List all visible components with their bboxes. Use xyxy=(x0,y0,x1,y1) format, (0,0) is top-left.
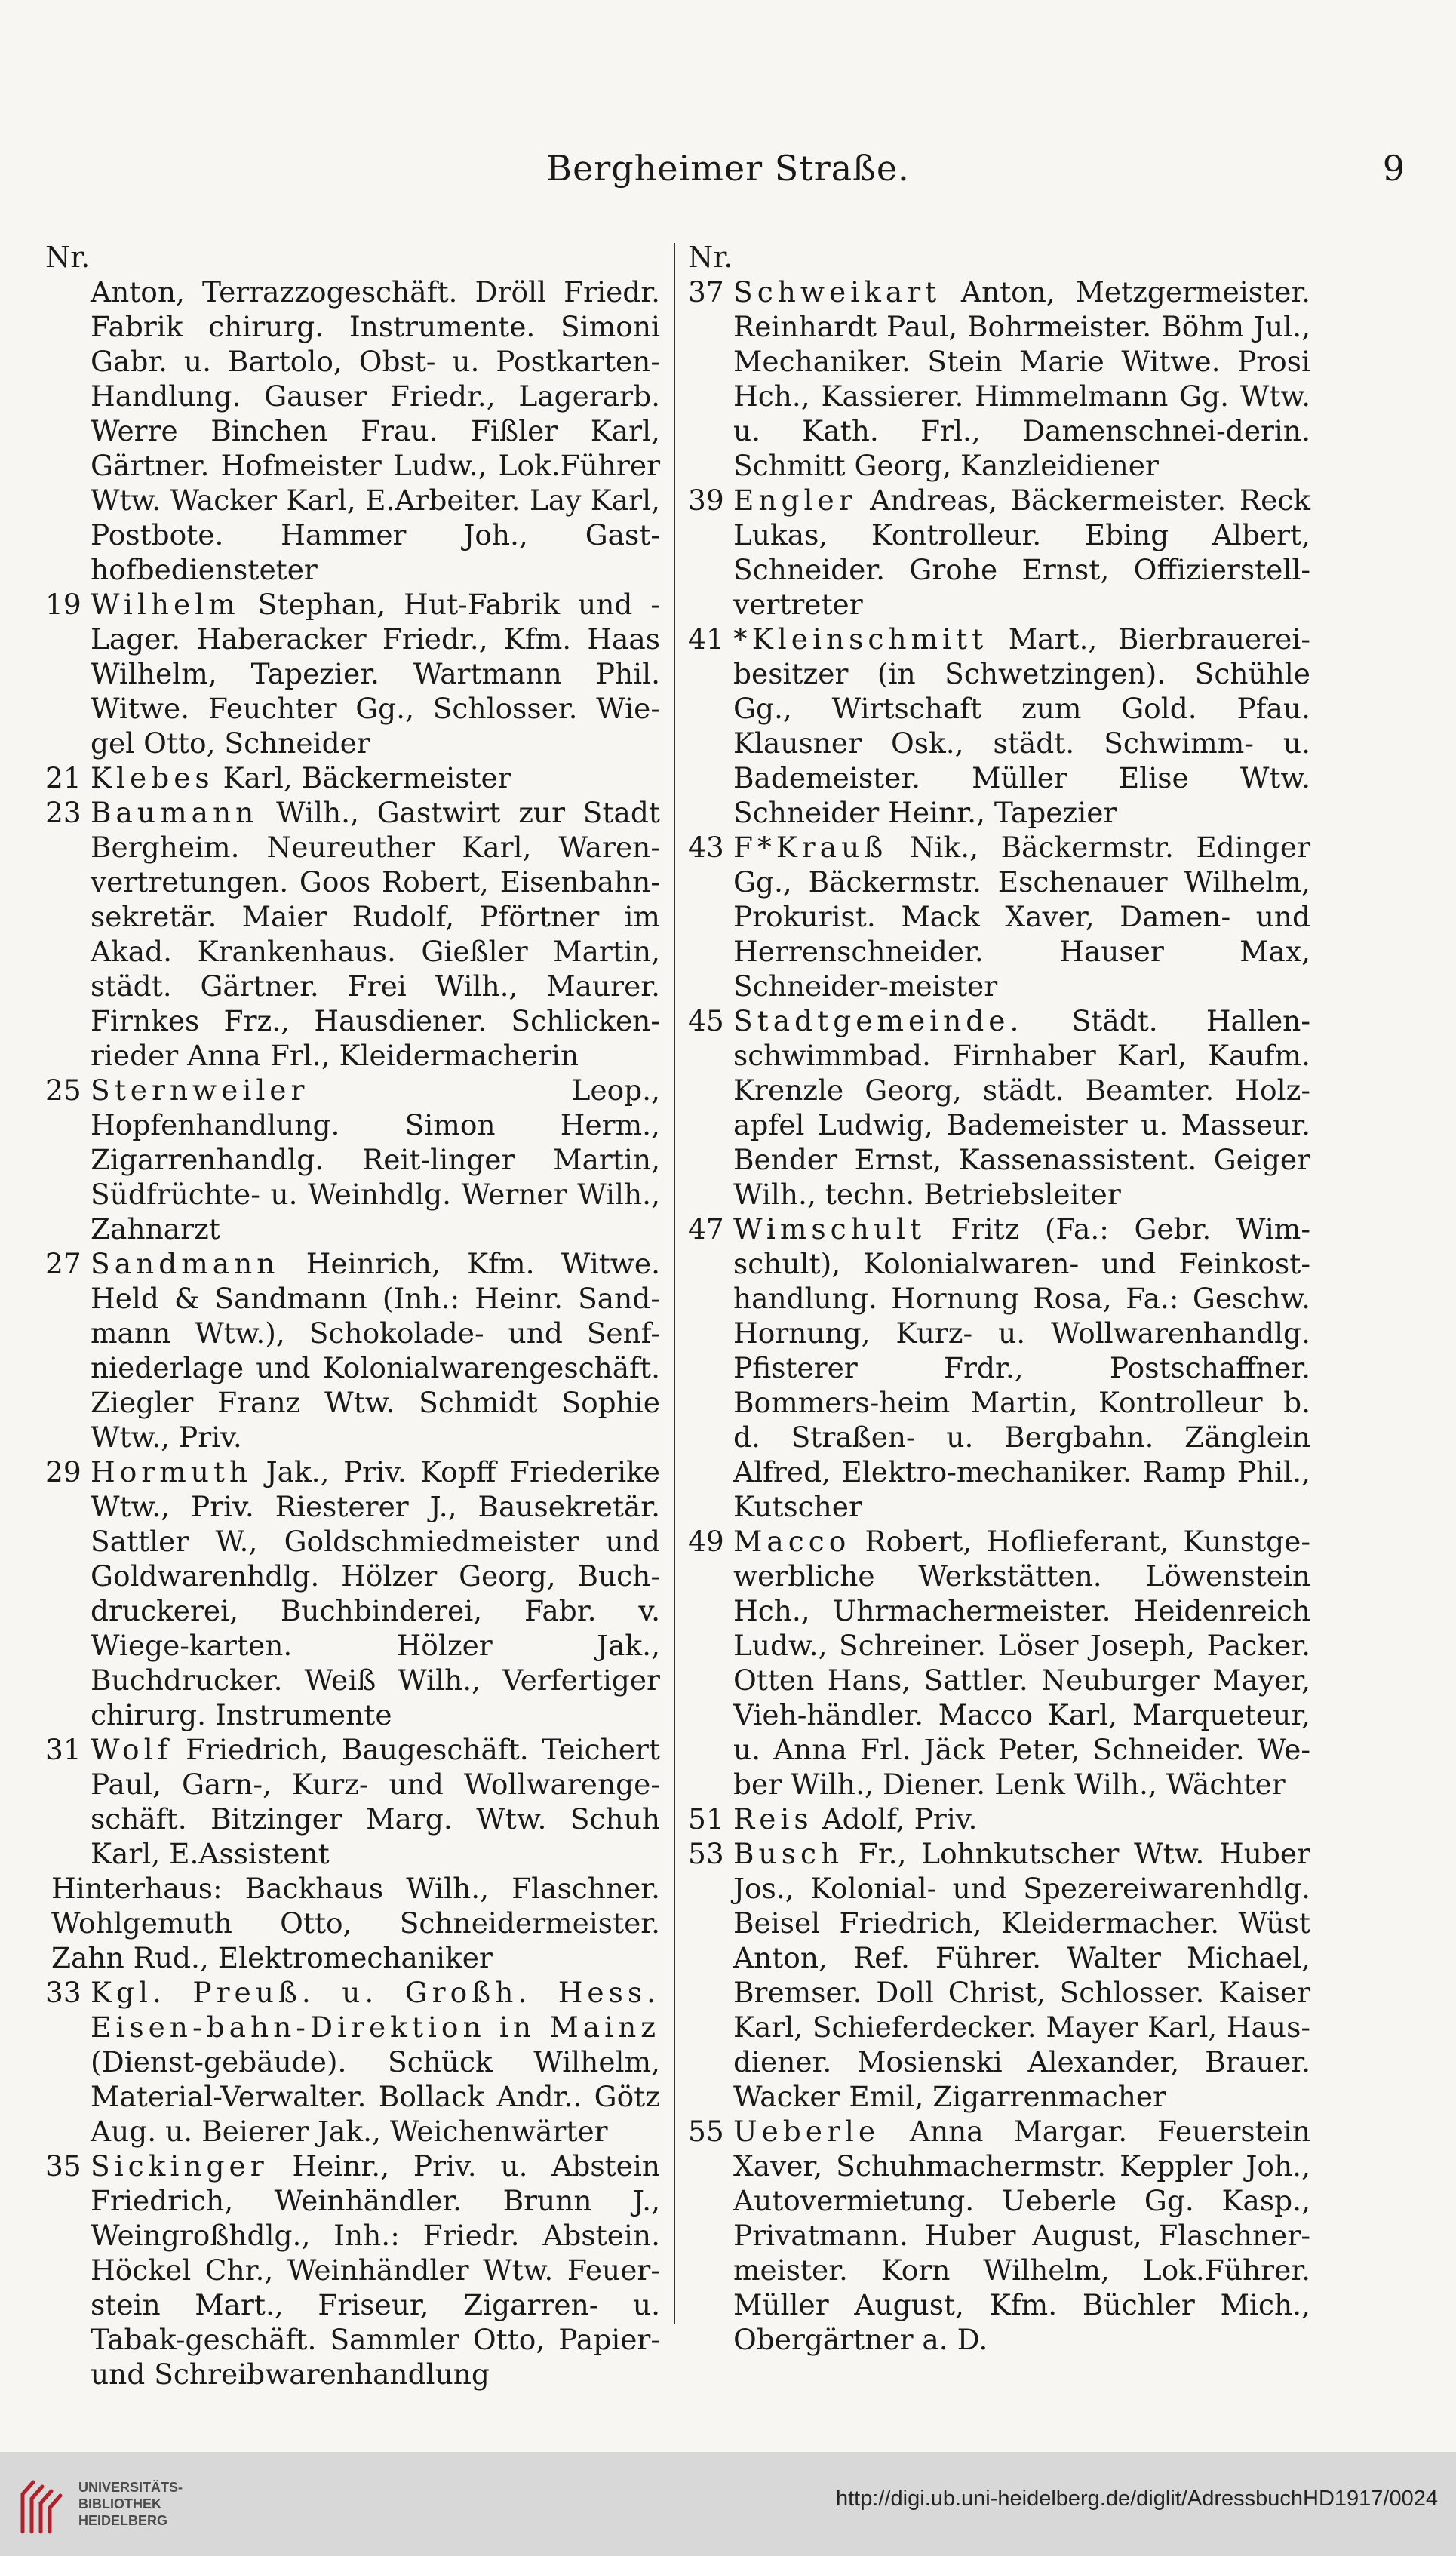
house-number: 19 xyxy=(45,588,81,621)
university-library-logo-icon xyxy=(15,2472,66,2536)
address-entry xyxy=(45,1455,660,1732)
address-entry xyxy=(688,622,1310,830)
entry-text xyxy=(91,1246,660,1455)
residents-text: Friedrich, Baugeschäft. Teichert Paul, Garn-, Kurz- und Wollwarenge-schäft. Bitzinger Marg. Wtw. Schuh Karl, E.Assistent xyxy=(91,1733,660,1870)
residents-text: Karl, Bäckermeister xyxy=(213,761,511,794)
entry-text xyxy=(733,1802,1310,1836)
owner-name: Stadtgemeinde. xyxy=(733,1004,1024,1037)
owner-name: Sandmann xyxy=(91,1247,280,1280)
entry-text xyxy=(733,483,1310,622)
address-entry xyxy=(45,1246,660,1455)
residents-text: Jak., Priv. Kopff Friederike Wtw., Priv. Riesterer J., Bausekretär. Sattler W., Goldschmiedmeister und Goldwarenhdlg. Hölzer Georg, Buch-druckerei, Buchbinderei, Fabr. v. Wiege-karten. Hölzer Jak., Buchdrucker. Weiß Wilh., Verfertiger chirurg. Instrumente xyxy=(91,1455,660,1731)
address-entry xyxy=(45,275,660,587)
house-number: 43 xyxy=(688,831,724,864)
library-name-line: UNIVERSITÄTS- xyxy=(78,2480,183,2495)
house-number: 51 xyxy=(688,1802,724,1836)
address-entry xyxy=(45,1073,660,1246)
entry-text xyxy=(733,275,1310,483)
address-entry xyxy=(688,1212,1310,1524)
library-name-line: BIBLIOTHEK xyxy=(78,2496,161,2511)
owner-name: Ueberle xyxy=(733,2115,880,2148)
address-entry xyxy=(45,760,660,795)
owner-name: Engler xyxy=(733,484,857,517)
left-column xyxy=(45,240,660,2391)
house-number xyxy=(45,1871,51,1975)
address-entry xyxy=(45,1871,660,1975)
address-entry xyxy=(688,1836,1310,2114)
address-entry xyxy=(688,275,1310,483)
owner-name: Baumann xyxy=(91,796,259,829)
owner-name: Klebes xyxy=(91,761,214,794)
owner-name: Macco xyxy=(733,1525,851,1558)
entry-text xyxy=(91,1732,660,1871)
entry-text xyxy=(91,795,660,1073)
right-column xyxy=(688,240,1310,2356)
page-number: 9 xyxy=(1382,148,1405,189)
house-number: 33 xyxy=(45,1976,81,2009)
entry-text xyxy=(733,1836,1310,2114)
owner-name: Reis xyxy=(733,1802,813,1836)
owner-name: Wimschult xyxy=(733,1212,926,1246)
residents-text: Wilh., Gastwirt zur Stadt Bergheim. Neureuther Karl, Waren-vertretungen. Goos Robert, Eisenbahn-sekretär. Maier Rudolf, Pförtner im Akad. Krankenhaus. Gießler Martin, städt. Gärtner. Frei Wilh., Maurer. Firnkes Frz., Hausdiener. Schlicken-rieder Anna Frl., Kleidermacherin xyxy=(91,796,660,1072)
entry-text xyxy=(733,1003,1310,1212)
entry-text xyxy=(733,830,1310,1003)
house-number: 31 xyxy=(45,1733,81,1766)
house-number: 29 xyxy=(45,1455,81,1488)
house-number: 41 xyxy=(688,622,724,656)
address-entry xyxy=(45,587,660,760)
entry-text xyxy=(91,2149,660,2392)
viewer-footer xyxy=(0,2452,1456,2556)
address-entry xyxy=(688,1524,1310,1802)
entry-text xyxy=(91,760,660,795)
house-number: 45 xyxy=(688,1004,724,1037)
residents-text: Adolf, Priv. xyxy=(812,1802,978,1836)
residents-text: Heinr., Priv. u. Abstein Friedrich, Weinhändler. Brunn J., Weingroßhdlg., Inh.: Friedr. Abstein. Höckel Chr., Weinhändler Wtw. Feuer-stein Mart., Friseur, Zigarren- u. Tabak-geschäft. Sammler Otto, Papier- und Schreibwarenhandlung xyxy=(91,2149,660,2391)
source-url-link[interactable]: http://digi.ub.uni-heidelberg.de/diglit/AdressbuchHD1917/0024 xyxy=(835,2487,1438,2511)
owner-name: Sternweiler xyxy=(91,1074,309,1107)
library-name-line: HEIDELBERG xyxy=(78,2513,168,2528)
residents-text: Anna Margar. Feuerstein Xaver, Schuhmachermstr. Keppler Joh., Autovermietung. Ueberle Gg. Kasp., Privatmann. Huber August, Flaschner-meister. Korn Wilhelm, Lok.Führer. Müller August, Kfm. Büchler Mich., Obergärtner a. D. xyxy=(733,2115,1310,2356)
entry-text xyxy=(733,622,1310,830)
house-number: 27 xyxy=(45,1247,81,1280)
residents-text: Robert, Hoflieferant, Kunstge-werbliche Werkstätten. Löwenstein Hch., Uhrmachermeister. Heidenreich Ludw., Schreiner. Löser Joseph, Packer. Otten Hans, Sattler. Neuburger Mayer, Vieh-händler. Macco Karl, Marqueteur, u. Anna Frl. Jäck Peter, Schneider. We-ber Wilh., Diener. Lenk Wilh., Wächter xyxy=(733,1525,1310,1801)
residents-text: Hinterhaus: Backhaus Wilh., Flaschner. Wohlgemuth Otto, Schneidermeister. Zahn Rud., Elektromechaniker xyxy=(51,1872,660,1974)
residents-text: Mart., Bierbrauerei-besitzer (in Schwetzingen). Schühle Gg., Wirtschaft zum Gold. Pfau. Klausner Osk., städt. Schwimm- u. Bademeister. Müller Elise Wtw. Schneider Heinr., Tapezier xyxy=(733,622,1310,829)
library-name xyxy=(78,2479,183,2529)
entry-text xyxy=(91,1975,660,2149)
entry-text xyxy=(733,1524,1310,1802)
entry-text xyxy=(91,587,660,760)
nr-heading: Nr. xyxy=(45,241,91,274)
owner-name: Schweikart xyxy=(733,275,941,309)
column-divider xyxy=(674,243,675,2324)
house-number: 23 xyxy=(45,796,81,829)
house-number: 35 xyxy=(45,2149,81,2183)
residents-text: Stephan, Hut-Fabrik und -Lager. Haberacker Friedr., Kfm. Haas Wilhelm, Tapezier. Wartmann Phil. Witwe. Feuchter Gg., Schlosser. Wie-gel Otto, Schneider xyxy=(91,588,660,760)
residents-text: Nik., Bäckermstr. Edinger Gg., Bäckermstr. Eschenauer Wilhelm, Prokurist. Mack Xaver, Damen- und Herrenschneider. Hauser Max, Schneider-meister xyxy=(733,831,1310,1003)
residents-text: Heinrich, Kfm. Witwe. Held & Sandmann (Inh.: Heinr. Sand-mann Wtw.), Schokolade- und Senf-niederlage und Kolonialwarengeschäft. Ziegler Franz Wtw. Schmidt Sophie Wtw., Priv. xyxy=(91,1247,660,1454)
address-entry xyxy=(688,2114,1310,2357)
address-entry xyxy=(45,795,660,1073)
owner-name: Wilhelm xyxy=(91,588,240,621)
house-number: 21 xyxy=(45,761,81,794)
address-entry xyxy=(45,2149,660,2392)
residents-text: (Dienst-gebäude). Schück Wilhelm, Material-Verwalter. Bollack Andr.. Götz Aug. u. Beierer Jak., Weichenwärter xyxy=(91,2045,660,2148)
owner-name: F*Krauß xyxy=(733,831,888,864)
owner-name: Busch xyxy=(733,1837,844,1870)
house-number: 55 xyxy=(688,2115,724,2148)
address-entry xyxy=(45,1732,660,1871)
address-entry xyxy=(688,1802,1310,1836)
entry-text xyxy=(91,1073,660,1246)
residents-text: Anton, Terrazzogeschäft. Dröll Friedr. Fabrik chirurg. Instrumente. Simoni Gabr. u. Bartolo, Obst- u. Postkarten-Handlung. Gauser Friedr., Lagerarb. Werre Binchen Frau. Fißler Karl, Gärtner. Hofmeister Ludw., Lok.Führer Wtw. Wacker Karl, E.Arbeiter. Lay Karl, Postbote. Hammer Joh., Gast-hofbediensteter xyxy=(91,275,660,586)
owner-name: Wolf xyxy=(91,1733,173,1766)
address-entry xyxy=(688,830,1310,1003)
residents-text: Fritz (Fa.: Gebr. Wim-schult), Kolonialwaren- und Feinkost-handlung. Hornung Rosa, Fa.: Geschw. Hornung, Kurz- u. Wollwarenhandlg. Pfisterer Frdr., Postschaffner. Bommers-heim Martin, Kontrolleur b. d. Straßen- u. Bergbahn. Zänglein Alfred, Elektro-mechaniker. Ramp Phil., Kutscher xyxy=(733,1212,1310,1523)
address-entry xyxy=(688,1003,1310,1212)
house-number: 25 xyxy=(45,1074,81,1107)
address-entry xyxy=(45,1975,660,2149)
house-number: 53 xyxy=(688,1837,724,1870)
residents-text: Andreas, Bäckermeister. Reck Lukas, Kontrolleur. Ebing Albert, Schneider. Grohe Ernst, Offizierstell-vertreter xyxy=(733,484,1310,621)
owner-name: Hormuth xyxy=(91,1455,253,1488)
owner-name: Kgl. Preuß. u. Großh. Hess. Eisen-bahn-Direktion in Mainz xyxy=(91,1976,660,2044)
entry-text xyxy=(91,1455,660,1732)
house-number: 39 xyxy=(688,484,724,517)
residents-text: Fr., Lohnkutscher Wtw. Huber Jos., Kolonial- und Spezereiwarenhdlg. Beisel Friedrich, Kleidermacher. Wüst Anton, Ref. Führer. Walter Michael, Bremser. Doll Christ, Schlosser. Kaiser Karl, Schieferdecker. Mayer Karl, Haus-diener. Mosienski Alexander, Brauer. Wacker Emil, Zigarrenmacher xyxy=(733,1837,1310,2113)
entry-text xyxy=(733,2114,1310,2357)
residents-text: Leop., Hopfenhandlung. Simon Herm., Zigarrenhandlg. Reit-linger Martin, Südfrüchte- u. Weinhdlg. Werner Wilh., Zahnarzt xyxy=(91,1074,660,1246)
running-head-title: Bergheimer Straße. xyxy=(546,148,910,189)
entry-text xyxy=(91,275,660,587)
house-number: 49 xyxy=(688,1525,724,1558)
entry-text xyxy=(51,1871,660,1975)
residents-text: Anton, Metzgermeister. Reinhardt Paul, Bohrmeister. Böhm Jul., Mechaniker. Stein Marie Witwe. Prosi Hch., Kassierer. Himmelmann Gg. Wtw. u. Kath. Frl., Damenschnei-derin. Schmitt Georg, Kanzleidiener xyxy=(733,275,1310,482)
house-number: 47 xyxy=(688,1212,724,1246)
house-number xyxy=(45,275,91,587)
house-number: 37 xyxy=(688,275,724,309)
address-entry xyxy=(688,483,1310,622)
owner-name: Sickinger xyxy=(91,2149,269,2183)
nr-heading: Nr. xyxy=(688,241,733,274)
owner-name: *Kleinschmitt xyxy=(733,622,988,656)
residents-text: Städt. Hallen-schwimmbad. Firnhaber Karl, Kaufm. Krenzle Georg, städt. Beamter. Holz-apfel Ludwig, Bademeister u. Masseur. Bender Ernst, Kassenassistent. Geiger Wilh., techn. Betriebsleiter xyxy=(733,1004,1310,1211)
entry-text xyxy=(733,1212,1310,1524)
